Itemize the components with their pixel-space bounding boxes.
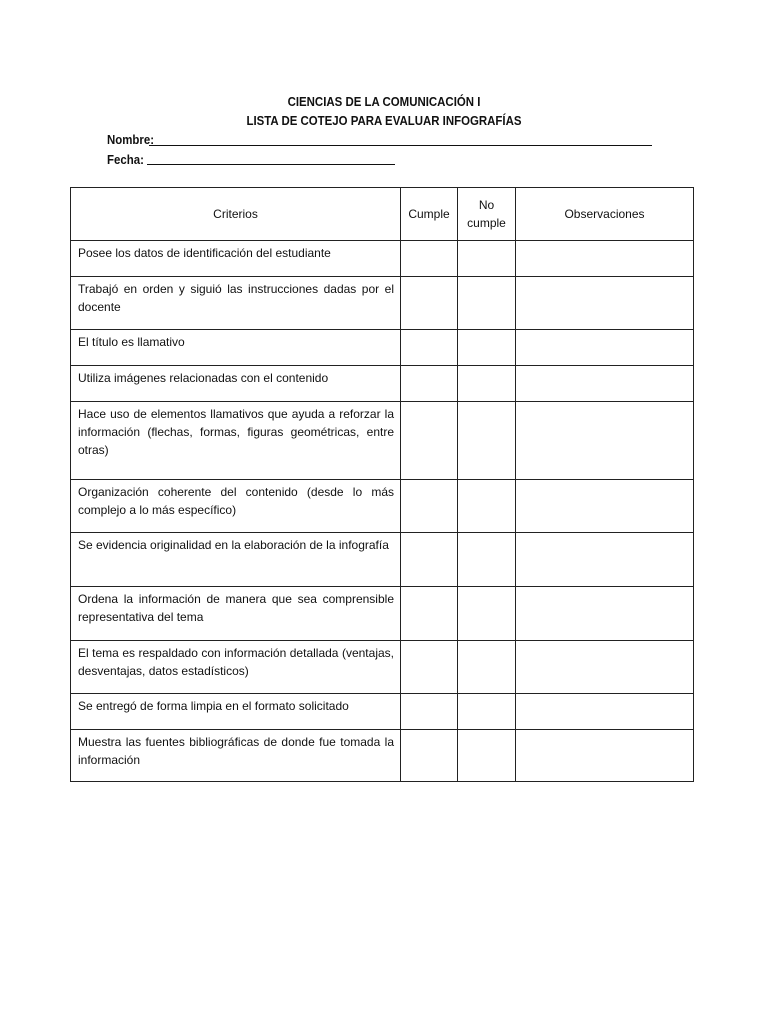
observaciones-cell[interactable] [516, 366, 694, 402]
table-row [71, 366, 694, 402]
criterion-cell [71, 587, 401, 641]
criterion-text: Organización coherente del contenido (desde lo más complejo a lo más específico) [78, 485, 394, 517]
no-cumple-cell[interactable] [458, 694, 516, 730]
table-row [71, 587, 694, 641]
table-row [71, 241, 694, 277]
criterion-text: Se entregó de forma limpia en el formato solicitado [78, 699, 349, 713]
observaciones-cell[interactable] [516, 330, 694, 366]
no-cumple-cell[interactable] [458, 241, 516, 277]
table-row [71, 641, 694, 694]
criterion-cell [71, 694, 401, 730]
cumple-cell[interactable] [401, 694, 458, 730]
criterion-text: Ordena la información de manera que sea comprensible representativa del tema [78, 592, 394, 624]
document-subject: CIENCIAS DE LA COMUNICACIÓN I [287, 94, 481, 109]
criterion-cell [71, 366, 401, 402]
fecha-line[interactable] [147, 164, 395, 165]
no-cumple-cell[interactable] [458, 587, 516, 641]
table-row [71, 730, 694, 782]
cumple-cell[interactable] [401, 402, 458, 480]
cumple-cell[interactable] [401, 241, 458, 277]
table-row [71, 480, 694, 533]
fecha-field [107, 152, 149, 168]
observaciones-cell[interactable] [516, 533, 694, 587]
header-cumple: Cumple [401, 188, 458, 241]
criterion-text: Utiliza imágenes relacionadas con el contenido [78, 371, 329, 385]
header-no-cumple-label: No cumple [467, 198, 506, 230]
table-row [71, 330, 694, 366]
criterion-cell [71, 277, 401, 330]
criterion-cell [71, 730, 401, 782]
criterion-cell [71, 480, 401, 533]
observaciones-cell[interactable] [516, 730, 694, 782]
observaciones-cell[interactable] [516, 241, 694, 277]
criterion-cell [71, 402, 401, 480]
nombre-line[interactable] [149, 145, 652, 146]
observaciones-cell[interactable] [516, 277, 694, 330]
table-row [71, 402, 694, 480]
table-row [71, 533, 694, 587]
header-no-cumple [458, 188, 516, 241]
cumple-cell[interactable] [401, 730, 458, 782]
table-header-row [71, 188, 694, 241]
cumple-cell[interactable] [401, 277, 458, 330]
observaciones-cell[interactable] [516, 480, 694, 533]
observaciones-cell[interactable] [516, 587, 694, 641]
criterion-text: Trabajó en orden y siguió las instrucciones dadas por el docente [78, 282, 394, 314]
criterion-cell [71, 330, 401, 366]
no-cumple-cell[interactable] [458, 730, 516, 782]
header-observaciones: Observaciones [516, 188, 694, 241]
criterion-text: El título es llamativo [78, 335, 185, 349]
cumple-cell[interactable] [401, 480, 458, 533]
table-row [71, 694, 694, 730]
no-cumple-cell[interactable] [458, 480, 516, 533]
nombre-label: Nombre: [107, 132, 155, 147]
observaciones-cell[interactable] [516, 641, 694, 694]
criterion-cell [71, 241, 401, 277]
criterion-text: Hace uso de elementos llamativos que ayuda a reforzar la información (flechas, formas, figuras geométricas, entre otras) [78, 407, 394, 457]
no-cumple-cell[interactable] [458, 277, 516, 330]
document-title: LISTA DE COTEJO PARA EVALUAR INFOGRAFÍAS [246, 113, 522, 128]
no-cumple-cell[interactable] [458, 402, 516, 480]
cumple-cell[interactable] [401, 533, 458, 587]
header-criterios: Criterios [71, 188, 401, 241]
checklist-table [70, 187, 694, 782]
no-cumple-cell[interactable] [458, 330, 516, 366]
criterion-text: Posee los datos de identificación del estudiante [78, 246, 331, 260]
fecha-label: Fecha: [107, 152, 144, 167]
criterion-text: Se evidencia originalidad en la elaboración de la infografía [78, 538, 389, 552]
criterion-text: Muestra las fuentes bibliográficas de donde fue tomada la información [78, 735, 394, 767]
no-cumple-cell[interactable] [458, 533, 516, 587]
criterion-text: El tema es respaldado con información detallada (ventajas, desventajas, datos estadísticos) [78, 646, 394, 678]
cumple-cell[interactable] [401, 587, 458, 641]
observaciones-cell[interactable] [516, 402, 694, 480]
cumple-cell[interactable] [401, 641, 458, 694]
observaciones-cell[interactable] [516, 694, 694, 730]
no-cumple-cell[interactable] [458, 366, 516, 402]
no-cumple-cell[interactable] [458, 641, 516, 694]
cumple-cell[interactable] [401, 330, 458, 366]
criterion-cell [71, 533, 401, 587]
table-row [71, 277, 694, 330]
criterion-cell [71, 641, 401, 694]
cumple-cell[interactable] [401, 366, 458, 402]
